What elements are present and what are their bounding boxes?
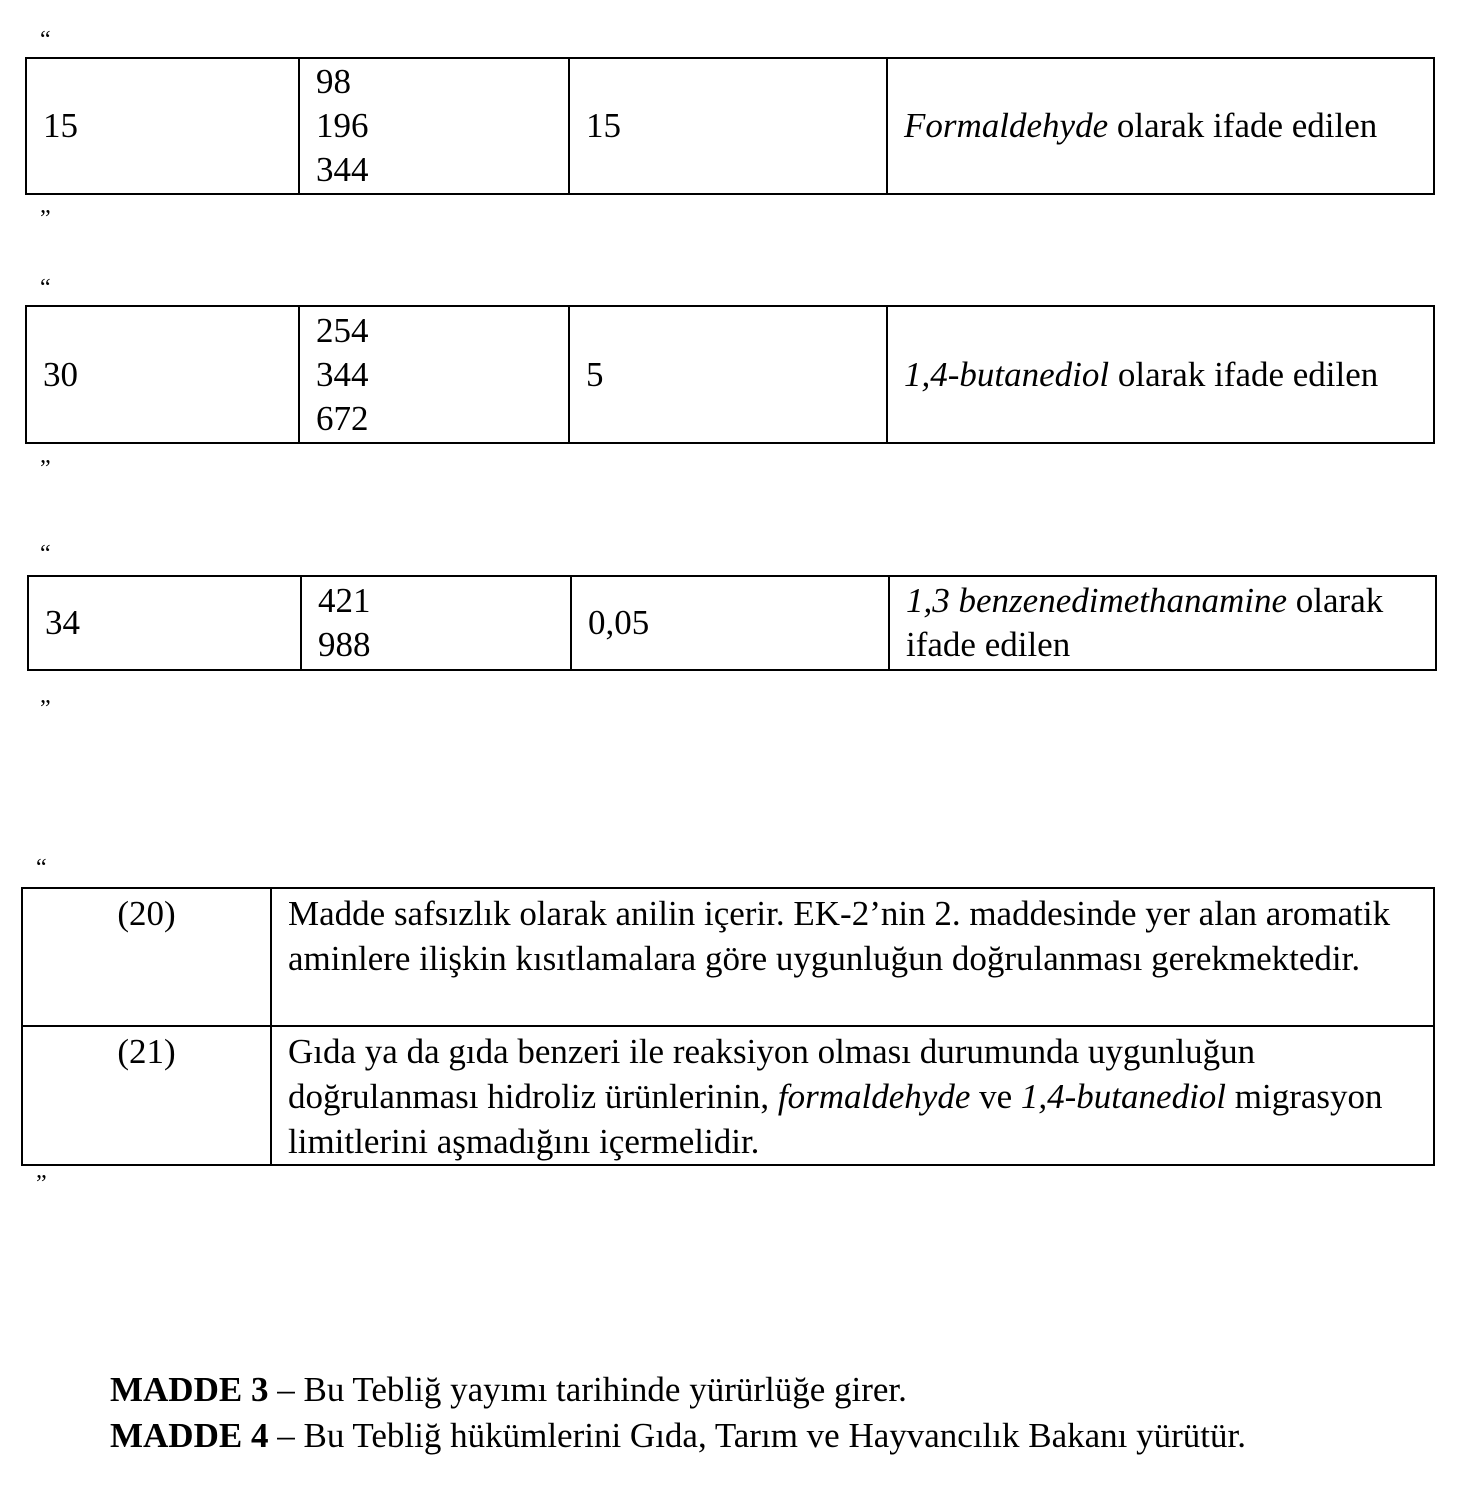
cell-col2: 421 988 bbox=[301, 576, 571, 670]
article-text: – Bu Tebliğ yayımı tarihinde yürürlüğe girer. bbox=[268, 1370, 907, 1409]
cell-col3: 15 bbox=[569, 58, 887, 194]
article-4 bbox=[110, 1414, 1246, 1458]
table-row bbox=[26, 58, 1434, 194]
cell-col4: 1,4-butanediol olarak ifade edilen bbox=[887, 306, 1434, 443]
open-quote: “ bbox=[36, 855, 47, 881]
note-number: (21) bbox=[22, 1026, 271, 1165]
cell-col4: Formaldehyde olarak ifade edilen bbox=[887, 58, 1434, 194]
close-quote: ” bbox=[40, 696, 51, 722]
table-row bbox=[22, 888, 1434, 1026]
close-quote: ” bbox=[36, 1171, 47, 1197]
article-label: MADDE 4 bbox=[110, 1416, 269, 1455]
table-row bbox=[28, 576, 1436, 670]
article-label: MADDE 3 bbox=[110, 1370, 269, 1409]
cell-col3: 5 bbox=[569, 306, 887, 443]
notes-table bbox=[21, 887, 1435, 1166]
cell-col1: 30 bbox=[26, 306, 299, 443]
close-quote: ” bbox=[40, 206, 51, 232]
open-quote: “ bbox=[40, 541, 51, 567]
article-3 bbox=[110, 1368, 907, 1412]
article-text: – Bu Tebliğ hükümlerini Gıda, Tarım ve Hayvancılık Bakanı yürütür. bbox=[268, 1416, 1246, 1455]
table-c bbox=[27, 575, 1437, 671]
table-row bbox=[22, 1026, 1434, 1165]
note-number: (20) bbox=[22, 888, 271, 1026]
cell-col3: 0,05 bbox=[571, 576, 889, 670]
cell-col2: 254 344 672 bbox=[299, 306, 569, 443]
note-text: Gıda ya da gıda benzeri ile reaksiyon olması durumunda uygunluğun doğrulanması hidroliz ürünlerinin, formaldehyde ve 1,4-butanediol migrasyon limitlerini aşmadığını içermelidir. bbox=[271, 1026, 1434, 1165]
cell-col1: 15 bbox=[26, 58, 299, 194]
open-quote: “ bbox=[40, 275, 51, 301]
cell-col2: 98 196 344 bbox=[299, 58, 569, 194]
table-row bbox=[26, 306, 1434, 443]
close-quote: ” bbox=[40, 456, 51, 482]
cell-col4: 1,3 benzenedimethanamine olarak ifade edilen bbox=[889, 576, 1436, 670]
table-b bbox=[25, 305, 1435, 444]
cell-col1: 34 bbox=[28, 576, 301, 670]
note-text: Madde safsızlık olarak anilin içerir. EK-2’nin 2. maddesinde yer alan aromatik aminlere ilişkin kısıtlamalara göre uygunluğun doğrulanması gerekmektedir. bbox=[271, 888, 1434, 1026]
table-a bbox=[25, 57, 1435, 195]
open-quote: “ bbox=[40, 27, 51, 53]
